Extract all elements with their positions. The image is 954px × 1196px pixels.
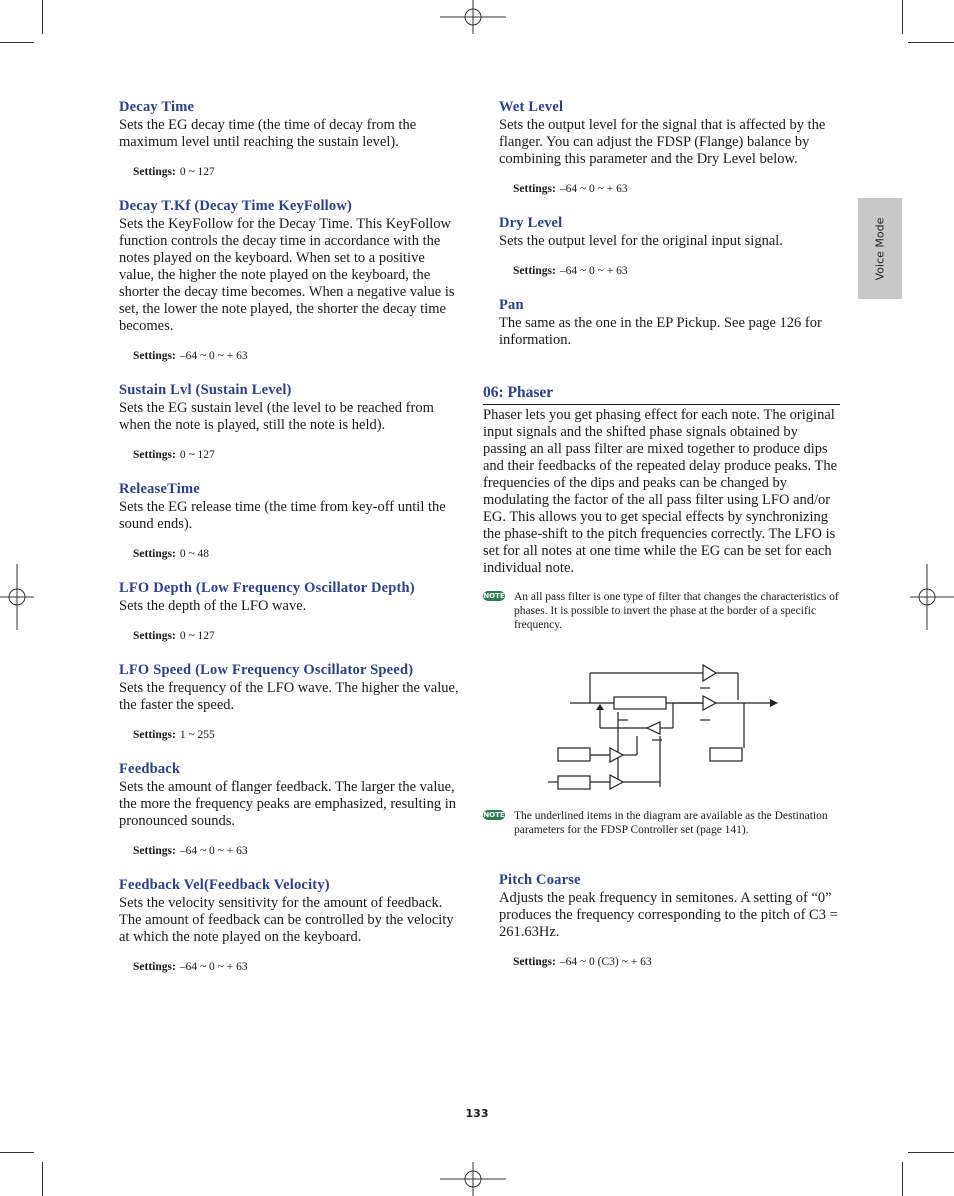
note-text: An all pass filter is one type of filter that changes the characteristics of phases. It is possible to invert the phase at the border of a specific frequency. xyxy=(514,591,839,631)
registration-mark-top xyxy=(440,0,506,36)
param-wet-level xyxy=(499,98,840,196)
param-pan xyxy=(499,296,840,349)
param-settings xyxy=(133,629,459,643)
param-sustain-level xyxy=(119,381,459,462)
param-settings xyxy=(513,182,840,196)
param-settings xyxy=(133,844,459,858)
settings-value: 0 ~ 48 xyxy=(179,548,210,560)
settings-label: Settings: xyxy=(133,166,176,178)
param-description: Sets the output level for the signal that is affected by the flanger. You can adjust the FDSP (Flange) balance by combining this parameter and the Dry Level below. xyxy=(499,117,826,167)
side-tab-label: Voice Mode xyxy=(873,217,887,280)
settings-label: Settings: xyxy=(513,265,556,277)
settings-label: Settings: xyxy=(513,183,556,195)
settings-value: –64 ~ 0 ~ + 63 xyxy=(559,265,628,277)
param-settings xyxy=(133,349,459,363)
param-release-time xyxy=(119,480,459,561)
crop-mark xyxy=(908,1152,954,1153)
registration-mark-left xyxy=(0,564,36,630)
registration-mark-bottom xyxy=(440,1162,506,1196)
param-feedback xyxy=(119,760,459,858)
crop-mark xyxy=(908,42,954,43)
note-all-pass-filter xyxy=(483,590,840,632)
param-pitch-coarse xyxy=(499,871,840,969)
crop-mark xyxy=(902,1162,903,1196)
param-title: Feedback Vel(Feedback Velocity) xyxy=(119,877,330,893)
note-icon: NOTE xyxy=(483,592,505,600)
settings-value: –64 ~ 0 ~ + 63 xyxy=(179,845,248,857)
crop-mark xyxy=(0,42,34,43)
side-tab xyxy=(858,198,902,299)
param-settings xyxy=(133,728,459,742)
note-text: The underlined items in the diagram are available as the Destination parameters for the FDSP Controller set (page 141). xyxy=(514,810,828,836)
param-description: Sets the velocity sensitivity for the amount of feedback. The amount of feedback can be controlled by the velocity at which the note played on the keyboard. xyxy=(119,895,454,945)
param-title: LFO Depth (Low Frequency Oscillator Depth) xyxy=(119,580,415,596)
settings-label: Settings: xyxy=(133,961,176,973)
settings-value: –64 ~ 0 ~ + 63 xyxy=(179,961,248,973)
param-description: Sets the amount of flanger feedback. The larger the value, the more the frequency peaks are emphasized, resulting in pronounced sounds. xyxy=(119,779,456,829)
param-feedback-velocity xyxy=(119,876,459,974)
param-description: Adjusts the peak frequency in semitones. A setting of “0” produces the frequency corresponding to the pitch of C3 = 261.63Hz. xyxy=(499,890,838,940)
param-settings xyxy=(133,165,459,179)
param-title: Pan xyxy=(499,297,524,313)
settings-label: Settings: xyxy=(133,845,176,857)
section-intro: Phaser lets you get phasing effect for each note. The original input signals and the shifted phase signals obtained by passing an all pass filter are mixed together to produce dips and their feedbacks of the repeated delay produce peaks. The frequencies of the dips and peaks can be changed by modulating the factor of the all pass filter using LFO and/or EG. This allows you to get special effects by synchronizing the phase-shift to the pitch frequencies correctly. The LFO is set for all notes at one time while the EG can be set for each individual note. xyxy=(483,407,838,576)
settings-value: 0 ~ 127 xyxy=(179,630,215,642)
param-description: Sets the frequency of the LFO wave. The higher the value, the faster the speed. xyxy=(119,680,459,713)
param-settings xyxy=(133,960,459,974)
param-decay-time xyxy=(119,98,459,179)
param-description: Sets the EG sustain level (the level to be reached from when the note is played, still the note is held). xyxy=(119,400,434,433)
settings-label: Settings: xyxy=(133,548,176,560)
param-title: Feedback xyxy=(119,761,181,777)
param-decay-tkf xyxy=(119,197,459,363)
param-description: Sets the KeyFollow for the Decay Time. This KeyFollow function controls the decay time in accordance with the notes played on the keyboard. When set to a positive value, the higher the note played on the keyboard, the shorter the decay time becomes. When a negative value is set, the lower the note played, the shorter the decay time becomes. xyxy=(119,216,455,334)
left-column xyxy=(119,98,459,974)
settings-label: Settings: xyxy=(133,630,176,642)
crop-mark xyxy=(42,1162,43,1196)
settings-label: Settings: xyxy=(513,956,556,968)
param-description: Sets the output level for the original input signal. xyxy=(499,233,783,249)
settings-value: –64 ~ 0 ~ + 63 xyxy=(559,183,628,195)
settings-label: Settings: xyxy=(133,449,176,461)
param-settings xyxy=(513,955,840,969)
settings-value: 0 ~ 127 xyxy=(179,166,215,178)
phaser-section xyxy=(483,383,840,632)
param-settings xyxy=(133,547,459,561)
crop-mark xyxy=(0,1152,34,1153)
settings-value: 0 ~ 127 xyxy=(179,449,215,461)
crop-mark xyxy=(902,0,903,34)
right-column-top xyxy=(499,98,840,349)
param-title: Wet Level xyxy=(499,99,564,115)
settings-label: Settings: xyxy=(133,729,176,741)
param-settings xyxy=(133,448,459,462)
crop-mark xyxy=(42,0,43,34)
settings-value: –64 ~ 0 ~ + 63 xyxy=(179,350,248,362)
param-lfo-depth xyxy=(119,579,459,643)
page-number: 133 xyxy=(465,1107,489,1120)
param-title: ReleaseTime xyxy=(119,481,200,497)
param-description: Sets the EG decay time (the time of decay from the maximum level until reaching the sustain level). xyxy=(119,117,417,150)
param-settings xyxy=(513,264,840,278)
param-description: Sets the EG release time (the time from key-off until the sound ends). xyxy=(119,499,446,532)
registration-mark-right xyxy=(910,564,954,630)
param-dry-level xyxy=(499,214,840,278)
param-title: Pitch Coarse xyxy=(499,872,581,888)
param-description: Sets the depth of the LFO wave. xyxy=(119,598,307,614)
param-lfo-speed xyxy=(119,661,459,742)
settings-value: –64 ~ 0 (C3) ~ + 63 xyxy=(559,956,652,968)
section-heading: 06: Phaser xyxy=(483,383,840,405)
param-description: The same as the one in the EP Pickup. See page 126 for information. xyxy=(499,315,822,348)
param-title: Dry Level xyxy=(499,215,563,231)
param-title: LFO Speed (Low Frequency Oscillator Speed) xyxy=(119,662,414,678)
note-icon: NOTE xyxy=(483,811,505,819)
phaser-block-diagram xyxy=(548,660,778,800)
diagram-note xyxy=(483,809,840,837)
param-title: Decay T.Kf (Decay Time KeyFollow) xyxy=(119,198,353,214)
param-title: Decay Time xyxy=(119,99,195,115)
settings-label: Settings: xyxy=(133,350,176,362)
param-title: Sustain Lvl (Sustain Level) xyxy=(119,382,292,398)
settings-value: 1 ~ 255 xyxy=(179,729,215,741)
note-underlined-items xyxy=(483,809,840,837)
